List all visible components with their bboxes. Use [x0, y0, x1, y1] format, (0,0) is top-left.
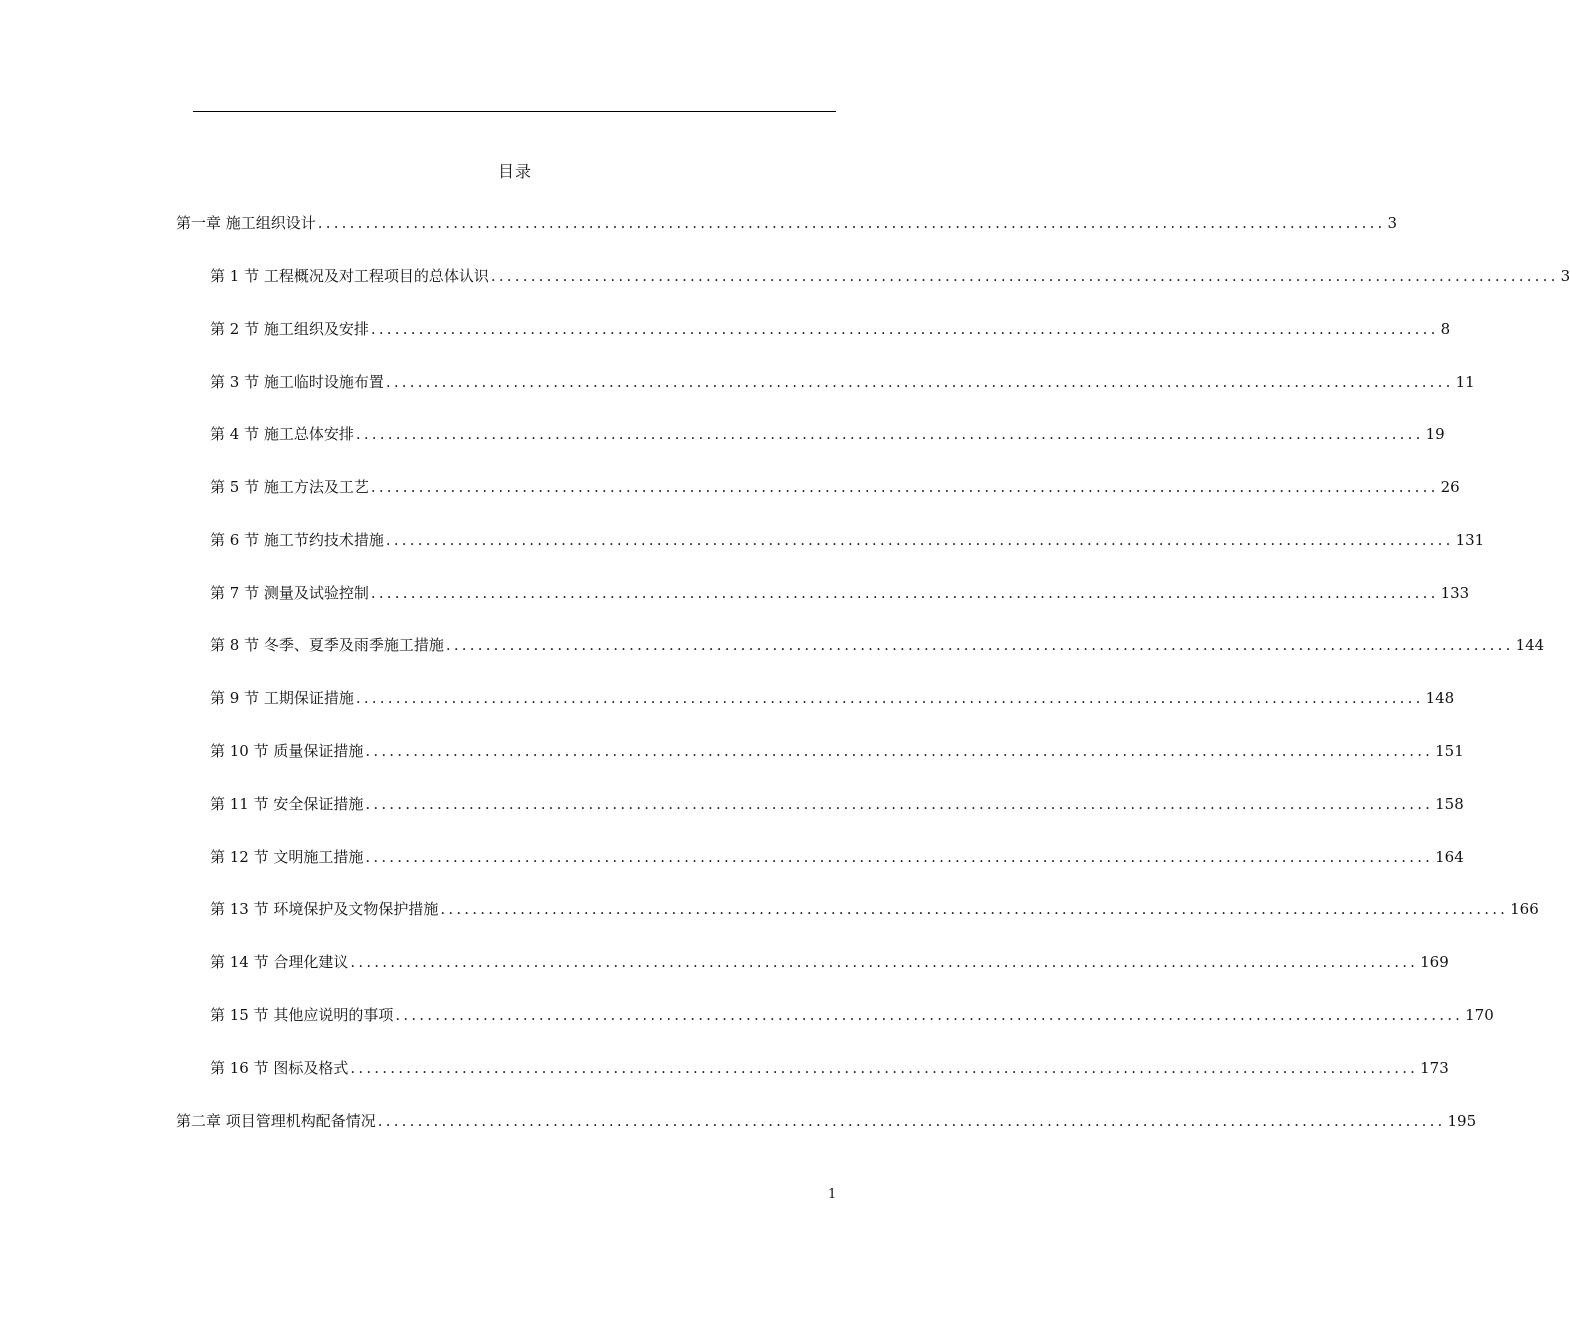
- toc-entry-label: 第 2 节 施工组织及安排: [210, 320, 369, 338]
- toc-dot-leader: ......................................................................................................................................: [350, 953, 1419, 971]
- toc-entry-section-4[interactable]: [210, 423, 1445, 445]
- toc-dot-leader: ......................................................................................................................................: [370, 478, 1439, 496]
- toc-dot-leader: ......................................................................................................................................: [355, 689, 1424, 707]
- toc-entry-section-7[interactable]: [210, 582, 1470, 604]
- toc-dot-leader: ......................................................................................................................................: [377, 1112, 1446, 1130]
- toc-dot-leader: ......................................................................................................................................: [370, 320, 1439, 338]
- toc-entry-page: 144: [1515, 636, 1545, 654]
- toc-entry-page: 169: [1420, 953, 1449, 971]
- toc-entry-section-15[interactable]: [210, 1004, 1494, 1026]
- toc-entry-page: 164: [1435, 848, 1464, 866]
- toc-entry-section-11[interactable]: [210, 793, 1464, 815]
- toc-entry-label: 第 5 节 施工方法及工艺: [210, 478, 369, 496]
- toc-entry-section-12[interactable]: [210, 846, 1464, 868]
- toc-entry-section-8[interactable]: [210, 634, 1545, 656]
- toc-dot-leader: ......................................................................................................................................: [385, 373, 1454, 391]
- toc-dot-leader: ......................................................................................................................................: [350, 1059, 1419, 1077]
- toc-entry-section-5[interactable]: [210, 476, 1460, 498]
- toc-dot-leader: ......................................................................................................................................: [365, 795, 1434, 813]
- toc-entry-label: 第 6 节 施工节约技术措施: [210, 531, 384, 549]
- toc-dot-leader: ......................................................................................................................................: [317, 214, 1386, 232]
- toc-entry-page: 131: [1455, 531, 1485, 549]
- toc-title: 目录: [497, 162, 532, 181]
- toc-entry-page: 195: [1447, 1112, 1477, 1130]
- toc-entry-page: 26: [1440, 478, 1460, 496]
- toc-entry-page: 11: [1455, 373, 1475, 391]
- toc-entry-section-13[interactable]: [210, 898, 1539, 920]
- toc-entry-label: 第 13 节 环境保护及文物保护措施: [210, 900, 439, 918]
- toc-entry-chapter-2[interactable]: [176, 1110, 1477, 1132]
- toc-entry-section-1[interactable]: [210, 265, 1570, 287]
- toc-entry-label: 第一章 施工组织设计: [176, 214, 316, 232]
- toc-entry-page: 8: [1440, 320, 1451, 338]
- toc-dot-leader: ......................................................................................................................................: [365, 848, 1434, 866]
- toc-entry-page: 19: [1425, 425, 1445, 443]
- toc-entry-page: 148: [1425, 689, 1455, 707]
- toc-entry-page: 151: [1435, 742, 1464, 760]
- toc-dot-leader: ......................................................................................................................................: [355, 425, 1424, 443]
- toc-entry-label: 第 16 节 图标及格式: [210, 1059, 349, 1077]
- toc-entry-label: 第 14 节 合理化建议: [210, 953, 349, 971]
- toc-dot-leader: ......................................................................................................................................: [490, 267, 1559, 285]
- page-number: 1: [828, 1187, 837, 1202]
- toc-dot-leader: ......................................................................................................................................: [365, 742, 1434, 760]
- toc-entry-section-2[interactable]: [210, 318, 1451, 340]
- toc-entry-label: 第 11 节 安全保证措施: [210, 795, 364, 813]
- toc-entry-label: 第 9 节 工期保证措施: [210, 689, 354, 707]
- toc-dot-leader: ......................................................................................................................................: [385, 531, 1454, 549]
- toc-entry-page: 166: [1510, 900, 1539, 918]
- toc-dot-leader: ......................................................................................................................................: [395, 1006, 1464, 1024]
- toc-entry-label: 第 8 节 冬季、夏季及雨季施工措施: [210, 636, 444, 654]
- toc-entry-section-10[interactable]: [210, 740, 1464, 762]
- toc-entry-label: 第 12 节 文明施工措施: [210, 848, 364, 866]
- toc-dot-leader: ......................................................................................................................................: [440, 900, 1509, 918]
- toc-entry-page: 173: [1420, 1059, 1449, 1077]
- toc-entry-label: 第 15 节 其他应说明的事项: [210, 1006, 394, 1024]
- toc-entry-label: 第 1 节 工程概况及对工程项目的总体认识: [210, 267, 489, 285]
- toc-entry-page: 133: [1440, 584, 1470, 602]
- toc-entry-page: 170: [1465, 1006, 1494, 1024]
- toc-dot-leader: ......................................................................................................................................: [370, 584, 1439, 602]
- toc-dot-leader: ......................................................................................................................................: [445, 636, 1514, 654]
- toc-entry-label: 第 7 节 测量及试验控制: [210, 584, 369, 602]
- toc-entry-label: 第 3 节 施工临时设施布置: [210, 373, 384, 391]
- toc-entry-label: 第 10 节 质量保证措施: [210, 742, 364, 760]
- toc-entry-section-16[interactable]: [210, 1057, 1449, 1079]
- toc-entry-chapter-1[interactable]: [176, 212, 1398, 234]
- toc-entry-label: 第 4 节 施工总体安排: [210, 425, 354, 443]
- toc-entry-section-6[interactable]: [210, 529, 1485, 551]
- toc-entry-page: 3: [1387, 214, 1398, 232]
- toc-entry-section-9[interactable]: [210, 687, 1455, 709]
- toc-entry-section-3[interactable]: [210, 371, 1475, 393]
- toc-entry-section-14[interactable]: [210, 951, 1449, 973]
- toc-entry-page: 158: [1435, 795, 1464, 813]
- toc-entry-label: 第二章 项目管理机构配备情况: [176, 1112, 376, 1130]
- toc-entry-page: 3: [1560, 267, 1570, 285]
